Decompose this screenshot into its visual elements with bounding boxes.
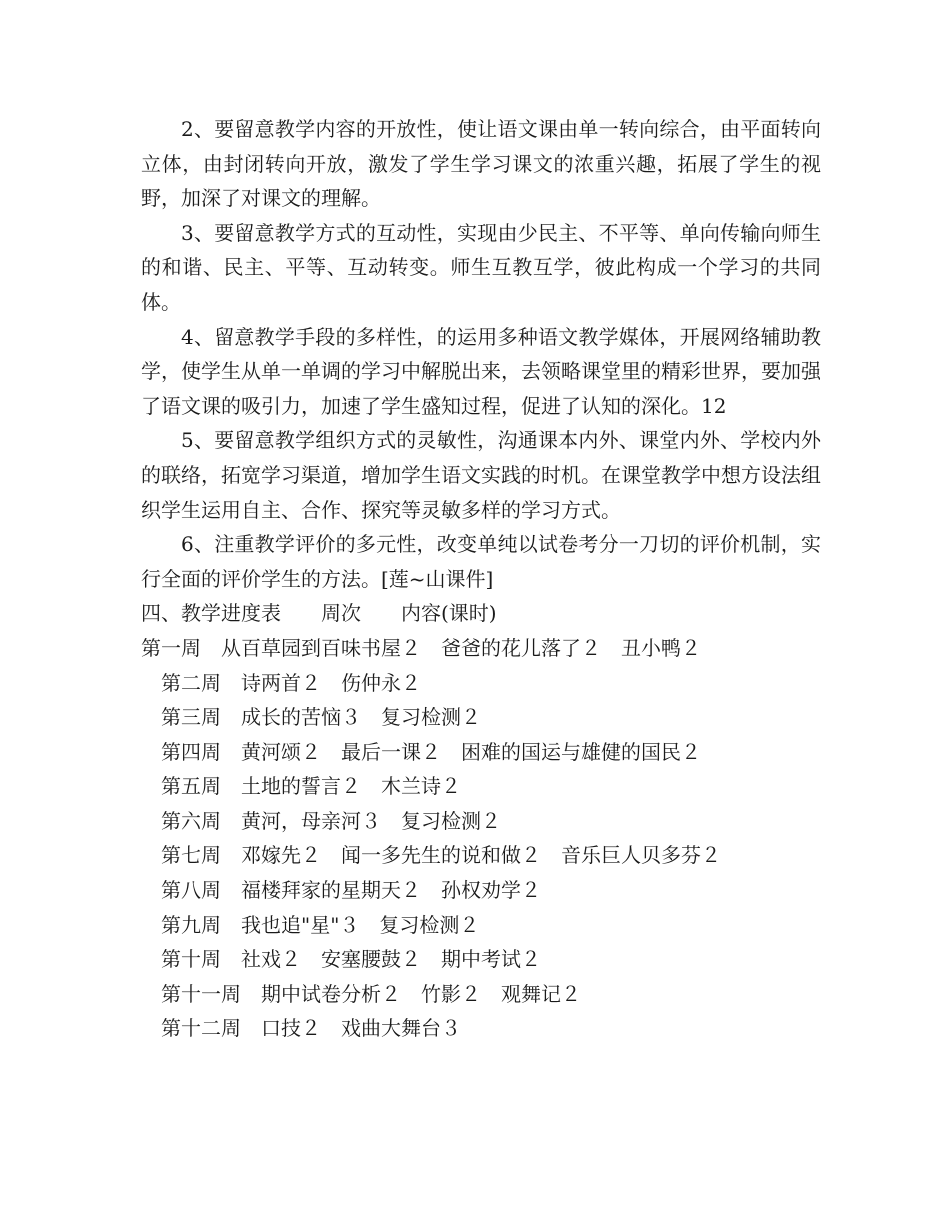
schedule-week-row: 第三周 成长的苦恼３ 复习检测２	[161, 705, 481, 730]
paragraph-point-4: 4、留意教学手段的多样性，的运用多种语文教学媒体，开展网络辅助教学，使学生从单一单调的学习中解脱出来，去领略课堂里的精彩世界，要加强了语文课的吸引力，加速了学生盛知过程，促进了认知的深化。12	[141, 324, 821, 418]
schedule-week-row: 第二周 诗两首２ 伤仲永２	[161, 670, 421, 695]
schedule-week-row: 第七周 邓嫁先２ 闻一多先生的说和做２ 音乐巨人贝多芬２	[161, 843, 721, 868]
paragraph-point-3: 3、要留意教学方式的互动性，实现由少民主、不平等、单向传输向师生的和谐、民主、平等、互动转变。师生互教互学，彼此构成一个学习的共同体。	[141, 220, 821, 314]
schedule-week-row: 第十一周 期中试卷分析２ 竹影２ 观舞记２	[161, 981, 581, 1006]
paragraph-point-2: 2、要留意教学内容的开放性，使让语文课由单一转向综合，由平面转向立体，由封闭转向开放，激发了学生学习课文的浓重兴趣，拓展了学生的视野，加深了对课文的理解。	[141, 117, 821, 211]
schedule-week-row: 第四周 黄河颂２ 最后一课２ 困难的国运与雄健的国民２	[161, 739, 701, 764]
schedule-week-row: 第五周 土地的誓言２ 木兰诗２	[161, 774, 461, 799]
schedule-week-row: 第六周 黄河，母亲河３ 复习检测２	[161, 808, 501, 833]
schedule-list	[141, 631, 821, 1046]
schedule-week-row: 第十周 社戏２ 安塞腰鼓２ 期中考试２	[161, 947, 541, 972]
document-body	[141, 112, 821, 1046]
schedule-week-row: 第一周 从百草园到百味书屋２ 爸爸的花儿落了２ 丑小鸭２	[141, 635, 701, 660]
paragraph-point-6: 6、注重教学评价的多元性，改变单纯以试卷考分一刀切的评价机制，实行全面的评价学生的方法。[莲~山课件]	[141, 532, 821, 591]
schedule-week-row: 第八周 福楼拜家的星期天２ 孙权劝学２	[161, 878, 541, 903]
schedule-week-row: 第九周 我也追"星"３ 复习检测２	[161, 912, 480, 937]
schedule-heading: 四、教学进度表 周次 内容(课时)	[141, 601, 497, 626]
schedule-week-row: 第十二周 口技２ 戏曲大舞台３	[161, 1016, 461, 1041]
paragraph-point-5: 5、要留意教学组织方式的灵敏性，沟通课本内外、课堂内外、学校内外的联络，拓宽学习渠道，增加学生语文实践的时机。在课堂教学中想方设法组织学生运用自主、合作、探究等灵敏多样的学习方式。	[141, 428, 821, 522]
